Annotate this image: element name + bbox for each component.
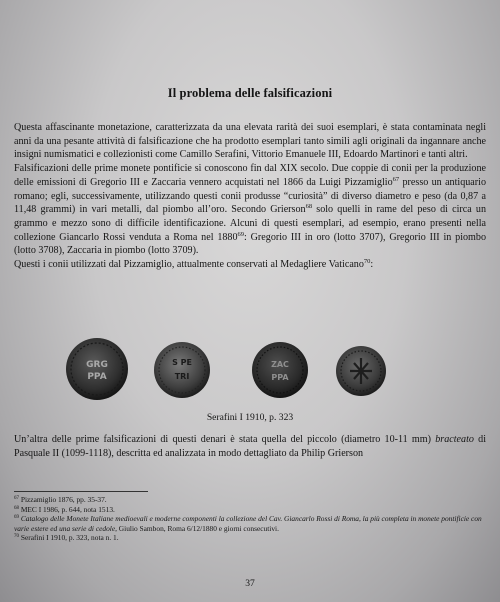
footnote-divider: [14, 491, 148, 492]
body-text: [14, 121, 486, 272]
text-run: :: [370, 259, 374, 271]
footnote-text: Pizzamiglio 1876, pp. 35-37.: [19, 495, 107, 504]
coin-inscription: S PE: [172, 358, 192, 367]
paragraph-intro: Questa affascinante monetazione, caratterizzata da una elevata rarità dei suoi esemplari, è stata contaminata negli anni da una pesante attività di falsificazione che ha prodotto esemplari tanto simili agli originali da ingannare anche insigni numismatici e collezionisti come Camillo Serafini, Vittorio Emanuele III, Edoardo Martinori e tanti altri.: [14, 122, 486, 161]
footnote-ref-67[interactable]: 67: [392, 175, 400, 183]
section-title: Il problema delle falsificazioni: [167, 86, 333, 100]
paragraph-dies: [14, 258, 486, 272]
footnote-67: [14, 495, 486, 505]
text-run: Falsificazioni delle prime monete pontificie si conoscono fin dal XIX secolo. Due coppie di conii per la produzione delle emissioni di Gregorio III e Zaccaria vennero acquistati nel 1866 da Luigi Pizzamiglio: [14, 163, 486, 188]
coin-inscription: ZAC: [271, 360, 289, 369]
footnotes: [14, 495, 486, 543]
coin-dies-figure: [0, 328, 500, 408]
text-run: : Gregorio III in oro (lotto 3707), Gregorio III in piombo (lotto 3708), Zaccaria in piombo (lotto 3709).: [14, 231, 486, 257]
footnote-number: 67: [14, 496, 19, 501]
coin-die-3: [250, 340, 310, 400]
text-run: Un’altra delle prime falsificazioni di questi denari è stata quella del piccolo (diametro 10-11 mm): [14, 434, 436, 445]
paragraph-bracteate: [14, 433, 486, 460]
coin-die-1: [64, 336, 130, 402]
footnote-number: 69: [14, 515, 19, 521]
footnote-ref-69[interactable]: 69: [237, 230, 245, 238]
coin-inscription: TRI: [174, 372, 190, 381]
footnote-text: , Giulio Sambon, Roma 6/12/1880 e giorni consecutivi.: [115, 523, 279, 533]
coin-die-4: [334, 344, 388, 398]
coin-inscription: PPA: [87, 372, 107, 382]
footnote-ref-70[interactable]: 70: [363, 258, 371, 266]
coin-inscription: GRG: [86, 360, 108, 370]
text-run: di Pasquale II (1099-1118), descritta ed analizzata in modo dettagliato da Philip Grierson: [14, 434, 487, 459]
footnote-text: Serafini I 1910, p. 323, nota n. 1.: [19, 533, 119, 543]
footnote-title: Catalogo delle Monete Italiane medioevali e moderne componenti la collezione del Cav. Giancarlo Rossi di Roma, la più completa in monete pontificie con varie estere ed una serie di cedole: [14, 514, 482, 533]
footnote-number: 68: [14, 505, 19, 511]
paragraph-history: [14, 162, 486, 258]
footnote-ref-68[interactable]: 68: [305, 203, 313, 211]
footnote-number: 70: [14, 534, 19, 540]
footnote-70: [14, 533, 486, 543]
coin-inscription: PPA: [271, 373, 289, 382]
footnote-68: [14, 505, 486, 515]
page-number: 37: [245, 578, 255, 589]
text-run: presso un antiquario romano; egli, successivamente, utilizzando questi conii produsse “curiosità” di diverso diametro e peso (da 0,87 a 11,48 grammi) in vari metalli, dal piombo all’oro. Secondo Grierson: [14, 176, 486, 216]
footnote-text: MEC I 1986, p. 644, nota 1513.: [19, 504, 115, 514]
figure-caption: Serafini I 1910, p. 323: [206, 412, 294, 423]
italic-term: bracteato: [435, 434, 474, 445]
body-text-continued: [14, 433, 486, 460]
text-run: solo quelli in rame del peso di circa un grammo e mezzo sono di difficile identificazione. Alcuni di questi esemplari, ad esempio, erano presenti nella collezione Giancarlo Rossi venduta a Roma nel 1880: [14, 204, 486, 243]
coin-die-2: [152, 340, 212, 400]
footnote-69: [14, 514, 486, 533]
text-run: Questi i conii utilizzati dal Pizzamiglio, attualmente conservati al Medagliere Vaticano: [14, 259, 364, 271]
